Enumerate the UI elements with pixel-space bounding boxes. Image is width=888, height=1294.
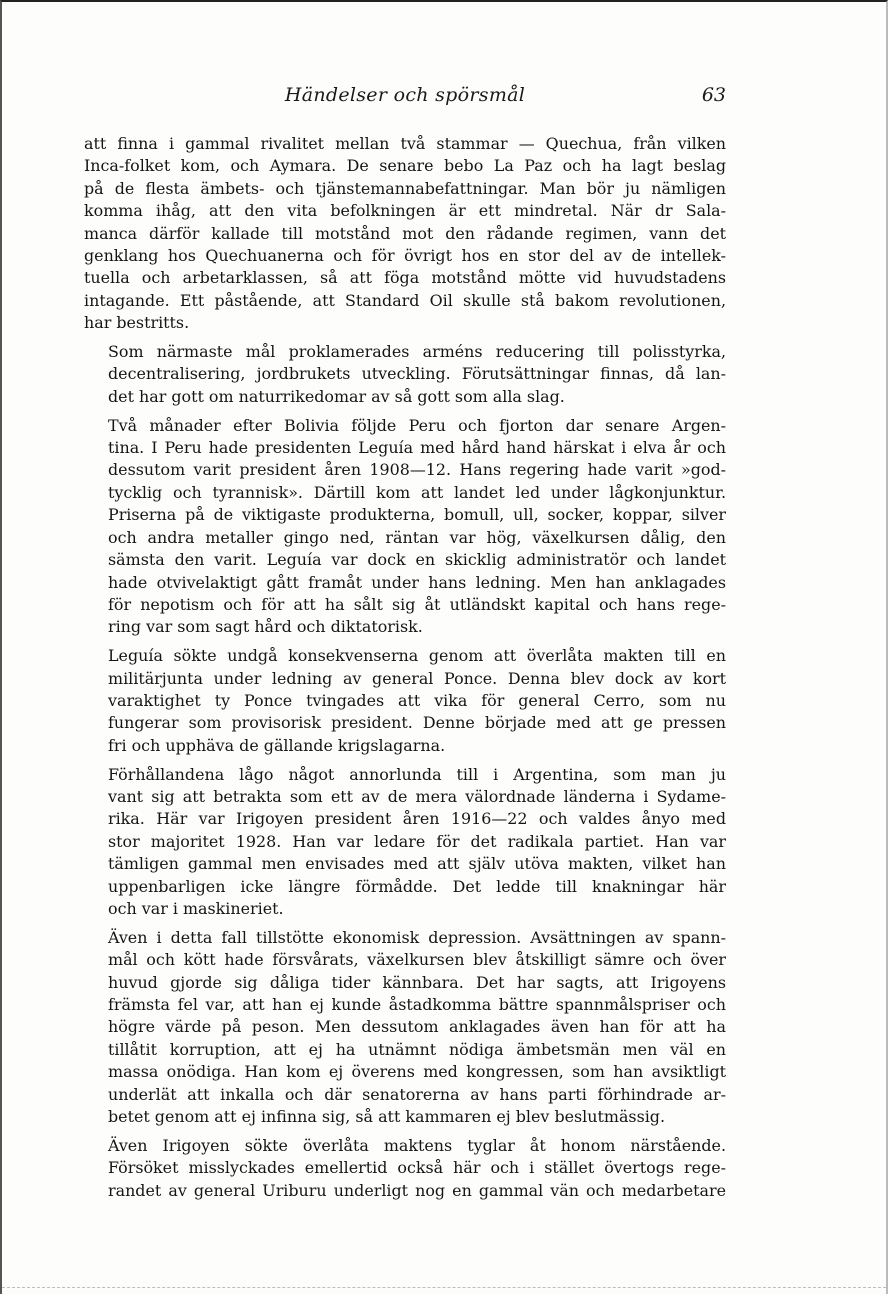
text-line: Priserna på de viktigaste produkterna, bomull, ull, socker, koppar, silver — [108, 505, 726, 525]
text-line: Leguía sökte undgå konsekvenserna genom att överlåta makten till en — [108, 646, 726, 666]
running-title: Händelser och spörsmål — [284, 84, 526, 106]
page-header — [84, 84, 726, 112]
paragraph — [84, 764, 726, 921]
paragraph — [84, 133, 726, 335]
text-line: och andra metaller gingo ned, räntan var hög, växelkursen dålig, den — [108, 527, 726, 547]
text-line: hade otvivelaktigt gått framåt under hans ledning. Men han anklagades — [108, 572, 726, 592]
paragraph — [84, 927, 726, 1129]
text-line: ring var som sagt hård och diktatorisk. — [108, 617, 423, 637]
text-line: sämsta den varit. Leguía var dock en skicklig administratör och landet — [108, 550, 726, 570]
text-line: militärjunta under ledning av general Ponce. Denna blev dock av kort — [108, 668, 726, 688]
text-line: vant sig att betrakta som ett av de mera välordnade länderna i Sydame- — [108, 786, 726, 806]
text-line: decentralisering, jordbrukets utveckling. Förutsättningar finnas, då lan- — [108, 364, 726, 384]
text-line: högre värde på peson. Men dessutom anklagades även han för att ha — [108, 1017, 726, 1037]
text-line: fungerar som provisorisk president. Denne började med att ge pressen — [108, 713, 726, 733]
text-line: att finna i gammal rivalitet mellan två stammar — Quechua, från vilken — [84, 134, 726, 153]
text-line: varaktighet ty Ponce tvingades att vika för general Cerro, som nu — [108, 690, 726, 710]
text-line: mål och kött hade försvårats, växelkursen blev åtskilligt sämre och över — [108, 950, 726, 970]
text-line: tina. I Peru hade presidenten Leguía med hård hand härskat i elva år och — [108, 438, 726, 458]
text-line: stor majoritet 1928. Han var ledare för det radikala partiet. Han var — [108, 831, 726, 851]
text-line: Som närmaste mål proklamerades arméns reducering till polisstyrka, — [108, 342, 726, 362]
text-line: randet av general Uriburu underligt nog en gammal vän och medarbetare — [108, 1180, 726, 1200]
page-number: 63 — [701, 84, 726, 106]
paragraph — [84, 415, 726, 639]
text-line: Även i detta fall tillstötte ekonomisk depression. Avsättningen av spann- — [108, 927, 726, 947]
scan-edge-rule — [2, 1287, 886, 1288]
paragraph — [84, 1135, 726, 1202]
text-line: Inca-folket kom, och Aymara. De senare bebo La Paz och ha lagt beslag — [84, 156, 726, 176]
text-line: för nepotism och för att ha sålt sig åt utländskt kapital och hans rege- — [108, 594, 726, 614]
text-line: massa onödiga. Han kom ej överens med kongressen, som han avsiktligt — [108, 1062, 726, 1082]
text-line: huvud gjorde sig dåliga tider kännbara. Det har sagts, att Irigoyens — [108, 972, 726, 992]
text-line: betet genom att ej infinna sig, så att kammaren ej blev beslutmässig. — [108, 1107, 666, 1127]
text-line: tillåtit korruption, att ej ha utnämnt nödiga ämbetsmän men väl en — [108, 1039, 726, 1059]
paragraph — [84, 645, 726, 757]
text-line: Försöket misslyckades emellertid också här och i stället övertogs rege- — [108, 1158, 726, 1178]
text-line: genklang hos Quechuanerna och för övrigt hos en stor del av de intellek- — [84, 246, 726, 266]
text-line: tuella och arbetarklassen, så att föga motstånd mötte vid huvudstadens — [84, 268, 726, 288]
text-line: Två månader efter Bolivia följde Peru och fjorton dar senare Argen- — [108, 415, 726, 435]
text-line: intagande. Ett påstående, att Standard Oil skulle stå bakom revolutionen, — [84, 290, 726, 310]
text-line: underlät att inkalla och där senatorerna av hans parti förhindrade ar- — [108, 1084, 726, 1104]
text-line: främsta fel var, att han ej kunde åstadkomma bättre spannmålspriser och — [108, 994, 726, 1014]
text-line: komma ihåg, att den vita befolkningen är ett mindretal. När dr Sala- — [84, 201, 726, 221]
body-text — [84, 133, 726, 1208]
text-line: uppenbarligen icke längre förmådde. Det ledde till knakningar här — [108, 876, 726, 896]
text-line: tycklig och tyrannisk». Därtill kom att landet led under lågkonjunktur. — [108, 482, 726, 502]
text-line: Förhållandena lågo något annorlunda till i Argentina, som man ju — [108, 764, 726, 784]
text-line: har bestritts. — [84, 313, 190, 333]
text-line: tämligen gammal men envisades med att själv utöva makten, vilket han — [108, 854, 726, 874]
text-line: det har gott om naturrikedomar av så gott som alla slag. — [108, 386, 565, 406]
text-line: rika. Här var Irigoyen president åren 1916—22 och valdes ånyo med — [108, 809, 726, 829]
text-line: fri och upphäva de gällande krigslagarna. — [108, 735, 446, 755]
text-line: manca därför kallade till motstånd mot den rådande regimen, vann det — [84, 223, 726, 243]
text-line: Även Irigoyen sökte överlåta maktens tyglar åt honom närstående. — [108, 1135, 726, 1155]
text-line: dessutom varit president åren 1908—12. Hans regering hade varit »god- — [108, 460, 726, 480]
text-line: och var i maskineriet. — [108, 898, 284, 918]
paragraph — [84, 341, 726, 408]
text-line: på de flesta ämbets- och tjänstemannabefattningar. Man bör ju nämligen — [84, 178, 726, 198]
